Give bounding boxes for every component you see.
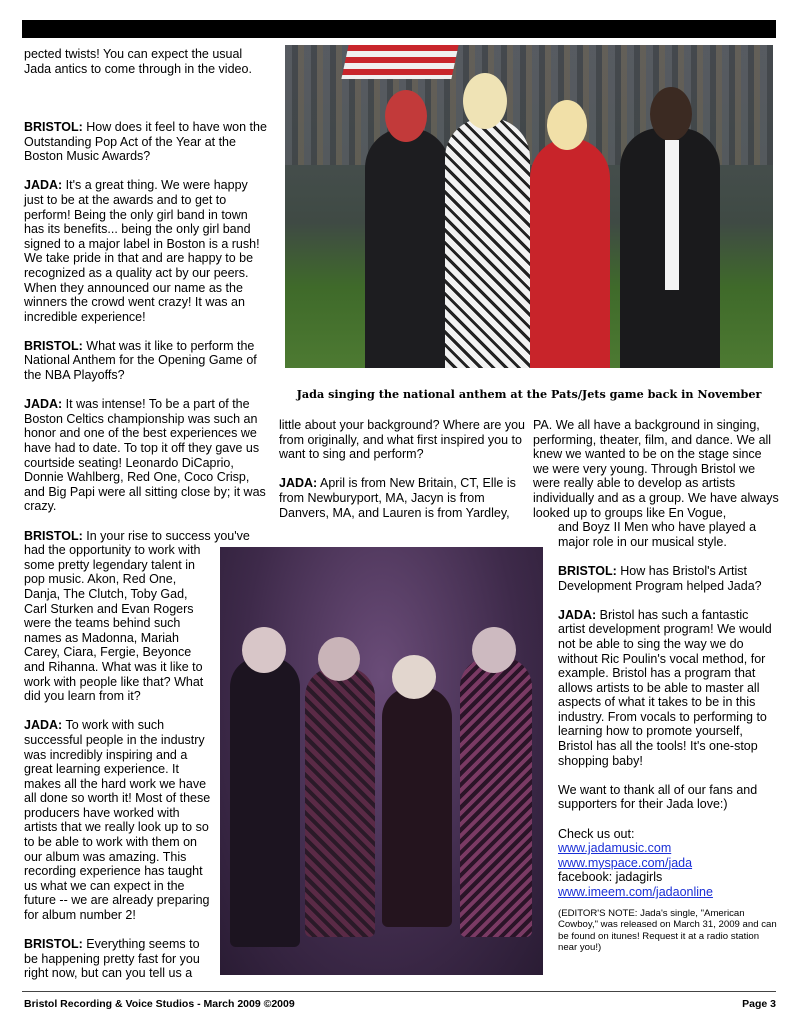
answer: JADA: It was intense! To be a part of the Boston Celtics championship was such an honor and one of the best experiences we have had to date. To top it off they gave us courtside seating! Leonardo DiCaprio, Donnie Wahlberg, Red One, Coco Crisp, and Big Papi were all sitting close by; it was crazy. xyxy=(24,397,266,514)
thanks: We want to thank all of our fans and supporters for their Jada love:) xyxy=(558,782,758,812)
question: BRISTOL: Everything seems to be happening pretty fast for you right now, but can you tell us a xyxy=(24,937,200,981)
answer: JADA: It's a great thing. We were happy just to be at the awards and to get to perform! Being the only girl band in town has its benefits... being the only girl band signed to a major label in Boston is a rush! We take pride in that and are happy to be recognized as a quality act by our peers. When they announced our name as the winners the crowd went crazy! It was an incredible experience! xyxy=(24,178,260,324)
answer: JADA: To work with such successful people in the industry was incredibly inspiring and a great learning experience. It makes all the hard work we have all done so worth it! Most of these producers have worked with artists that we really look up to so to be able to work with them on our album was amazing. This recording experience has taught us what we can expect in the future -- we are already preparing for album number 2! xyxy=(24,718,211,923)
footer-rule xyxy=(22,991,776,992)
question-continued: little about your background? Where are you from originally, and what first inspired you to want to sing and perform? xyxy=(279,418,525,462)
link-jadamusic[interactable]: www.jadamusic.com xyxy=(558,841,672,856)
question: BRISTOL: How does it feel to have won the Outstanding Pop Act of the Year at the Boston Music Awards? xyxy=(24,119,267,164)
header-bar xyxy=(22,20,776,38)
photo-caption: Jada singing the national anthem at the Pats/Jets game back in November xyxy=(296,387,762,401)
link-imeem[interactable]: www.imeem.com/jadaonline xyxy=(558,885,713,899)
question-continued: some pretty legendary talent in pop music. Akon, Red One, Danja, The Clutch, Toby Gad, Carl Sturken and Evan Rogers were the teams behind such names as Madonna, Mariah Carey, Ciara, Fergie, Beyonce and Rihanna. What was it like to work with people like that? What did you learn from it? xyxy=(24,557,204,704)
answer: JADA: Bristol has such a fantastic artist development program! We would not be able to sing the way we do without Ric Poulin's vocal method, for example. Bristol has a program that allows artists to be able to master all aspects of what it takes to be in this industry. From vocals to performing to learning how to promote yourself, Bristol has all the tools! It's one-stop shopping baby! xyxy=(558,607,772,768)
answer-continued: and Boyz II Men who have played a major role in our musical style. xyxy=(558,520,757,549)
facebook-text: facebook: jadagirls xyxy=(558,870,663,885)
group-promo-photo xyxy=(220,547,543,975)
paragraph: pected twists! You can expect the usual Jada antics to come through in the video. xyxy=(24,47,252,76)
column-3 xyxy=(533,418,779,968)
answer-continued: PA. We all have a background in singing, performing, theater, film, and dance. We all knew we wanted to be on the stage since we were very young. Through Bristol we were really able to develop as artists individually and as a group. We have always looked up to groups like En Vogue, xyxy=(533,418,779,520)
links-block xyxy=(558,827,778,900)
question: BRISTOL: How has Bristol's Artist Development Program helped Jada? xyxy=(558,563,762,593)
column-2 xyxy=(279,418,525,520)
question: BRISTOL: What was it like to perform the National Anthem for the Opening Game of the NBA Playoffs? xyxy=(24,338,257,383)
check-label: Check us out: xyxy=(558,826,635,841)
question: BRISTOL: In your rise to success you've had the opportunity to work with xyxy=(24,528,250,558)
stadium-photo xyxy=(285,45,773,368)
page-number: Page 3 xyxy=(742,998,776,1010)
answer: JADA: April is from New Britain, CT, Elle is from Newburyport, MA, Jacyn is from Danvers, MA, and Lauren is from Yardley, xyxy=(279,476,516,520)
link-myspace[interactable]: www.myspace.com/jada xyxy=(558,855,693,870)
editors-note: (EDITOR'S NOTE: Jada's single, "American Cowboy," was released on March 31, 2009 and can be found on itunes! Request it at a radio station near you!) xyxy=(558,907,777,954)
footer-text: Bristol Recording & Voice Studios - March 2009 ©2009 xyxy=(24,998,295,1010)
